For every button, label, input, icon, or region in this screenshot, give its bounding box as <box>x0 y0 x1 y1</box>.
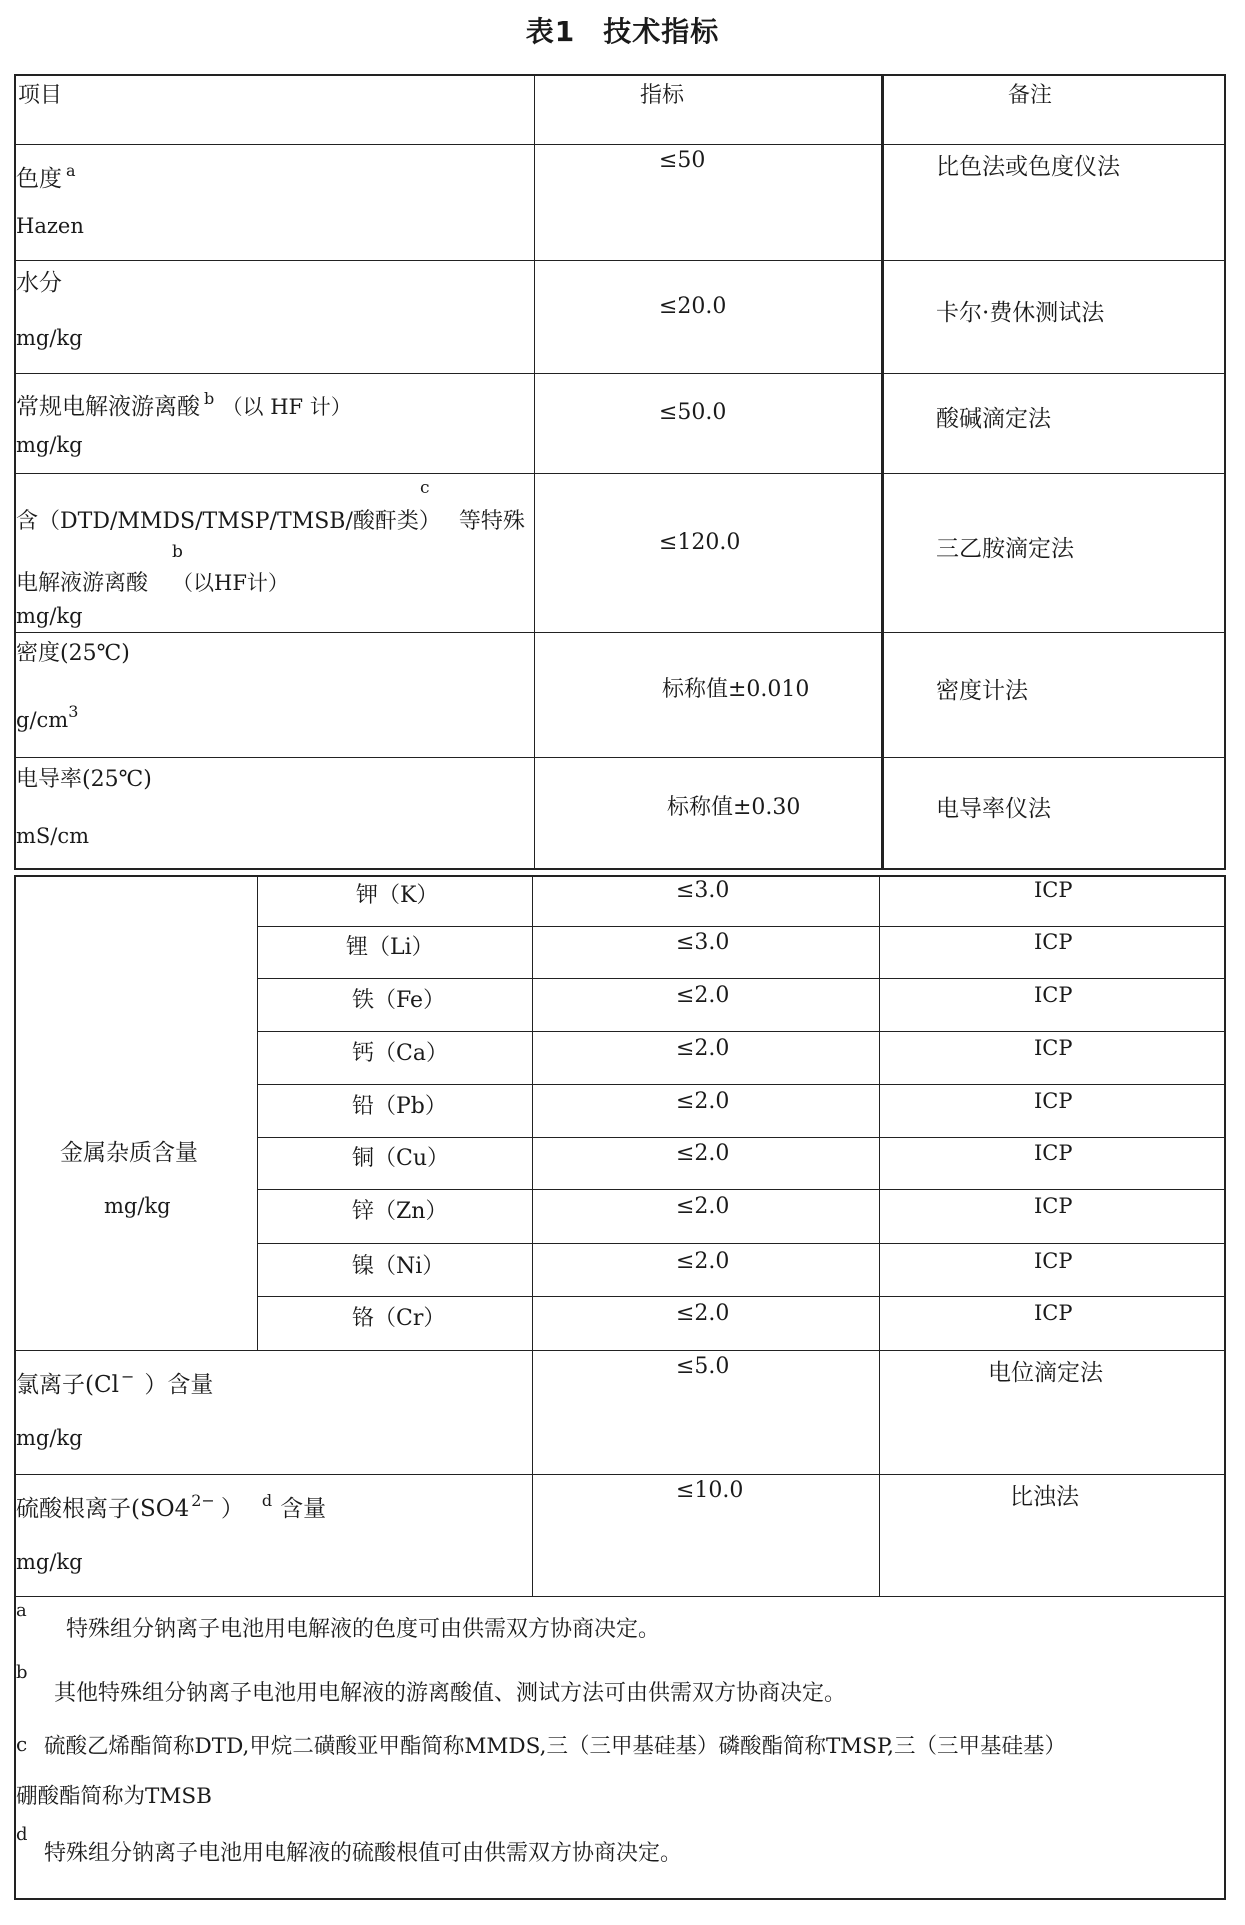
metal-spec: ≤3.0 <box>676 878 730 903</box>
metal-name: 锌（Zn） <box>352 1199 448 1224</box>
metal-name: 铅（Pb） <box>352 1094 447 1119</box>
item-spec: 标称值±0.010 <box>662 677 810 702</box>
item-unit: mS/cm <box>16 824 90 848</box>
table-number: 表1 <box>525 15 576 48</box>
item-remark: 电位滴定法 <box>988 1360 1103 1386</box>
row-divider <box>257 978 1226 979</box>
item-name: 电导率(25℃) <box>16 767 152 792</box>
metal-spec: ≤2.0 <box>676 1141 730 1166</box>
item-name: 色度 $^a$ <box>16 161 76 192</box>
item-unit: mg/kg <box>16 433 83 457</box>
footnote-mark: d <box>16 1824 28 1845</box>
header-remark: 备注 <box>1008 83 1053 108</box>
col-divider <box>532 875 533 1596</box>
item-remark: 密度计法 <box>936 678 1028 704</box>
item-name: 硫酸根离子(SO4 $^{2-}$ ） $^d$ 含量 <box>16 1491 327 1522</box>
footnote-text: 特殊组分钠离子电池用电解液的硫酸根值可由供需双方协商决定。 <box>44 1841 683 1866</box>
row-divider <box>257 1296 1226 1297</box>
item-spec: ≤120.0 <box>659 530 741 555</box>
item-remark: 比色法或色度仪法 <box>936 154 1120 180</box>
item-spec: 标称值±0.30 <box>667 795 801 820</box>
metal-remark: ICP <box>1034 878 1073 902</box>
metal-remark: ICP <box>1034 1301 1073 1325</box>
row-divider <box>14 473 1226 474</box>
metal-spec: ≤2.0 <box>676 1301 730 1326</box>
footnote-text: 特殊组分钠离子电池用电解液的色度可由供需双方协商决定。 <box>66 1617 661 1642</box>
footnote-mark: b <box>16 1662 28 1683</box>
col-divider <box>879 875 880 1596</box>
footnote-ref: b <box>172 542 183 562</box>
row-divider <box>14 260 1226 261</box>
item-remark: 酸碱滴定法 <box>936 406 1051 432</box>
footnote-ref: c <box>420 478 430 498</box>
item-spec: ≤50.0 <box>659 400 727 425</box>
footnote-text-cont: 硼酸酯简称为TMSB <box>16 1784 212 1809</box>
metal-name: 铜（Cu） <box>352 1146 450 1171</box>
metal-name: 锂（Li） <box>346 935 434 960</box>
item-unit: mg/kg <box>16 1426 83 1450</box>
row-divider <box>14 144 1226 145</box>
row-divider <box>14 1596 1226 1597</box>
item-unit: $g/cm^3$ <box>16 702 79 732</box>
metal-remark: ICP <box>1034 1141 1073 1165</box>
row-divider <box>257 1137 1226 1138</box>
row-divider <box>257 1031 1226 1032</box>
footnote-text: 其他特殊组分钠离子电池用电解液的游离酸值、测试方法可由供需双方协商决定。 <box>54 1681 847 1706</box>
col-divider <box>534 74 535 870</box>
row-divider <box>257 1243 1226 1244</box>
row-divider <box>14 632 1226 633</box>
item-remark: 卡尔·费休测试法 <box>936 300 1105 326</box>
metal-remark: ICP <box>1034 1036 1073 1060</box>
row-divider <box>14 373 1226 374</box>
row-divider <box>14 757 1226 758</box>
footnote-mark: c <box>16 1732 28 1756</box>
footnote-text: 硫酸乙烯酯简称DTD,甲烷二磺酸亚甲酯简称MMDS,三（三甲基硅基）磷酸酯简称TMSP,三（三甲基硅基） <box>44 1734 1066 1759</box>
item-unit: mg/kg <box>16 604 83 628</box>
item-unit: mg/kg <box>16 326 83 350</box>
metal-remark: ICP <box>1034 1194 1073 1218</box>
row-divider <box>257 1189 1226 1190</box>
metal-name: 钾（K） <box>356 883 439 908</box>
item-spec: ≤20.0 <box>659 294 727 319</box>
item-name: 氯离子(Cl − ）含量 <box>16 1367 214 1398</box>
item-unit: Hazen <box>16 214 84 238</box>
metal-spec: ≤2.0 <box>676 1089 730 1114</box>
item-name: 含（DTD/MMDS/TMSP/TMSB/酸酐类） 等特殊 <box>16 509 525 534</box>
metal-spec: ≤2.0 <box>676 1249 730 1274</box>
metal-name: 铬（Cr） <box>352 1306 446 1331</box>
metal-spec: ≤2.0 <box>676 983 730 1008</box>
item-unit: mg/kg <box>16 1550 83 1574</box>
table-title <box>0 10 1245 50</box>
item-name-line2: 电解液游离酸 （以HF计） <box>16 571 289 596</box>
row-divider <box>14 1474 1226 1475</box>
item-remark: 比浊法 <box>1010 1484 1079 1510</box>
item-spec: ≤10.0 <box>676 1478 744 1503</box>
upper-table-frame <box>14 74 1226 870</box>
row-divider <box>14 1350 1226 1351</box>
metal-group-name: 金属杂质含量 <box>60 1140 198 1166</box>
metal-spec: ≤2.0 <box>676 1036 730 1061</box>
row-divider <box>257 1084 1226 1085</box>
metal-remark: ICP <box>1034 1249 1073 1273</box>
row-divider <box>257 926 1226 927</box>
metal-spec: ≤3.0 <box>676 930 730 955</box>
header-spec: 指标 <box>640 83 685 108</box>
item-spec: ≤50 <box>659 148 706 173</box>
footnote-mark: a <box>16 1600 27 1621</box>
item-spec: ≤5.0 <box>676 1354 730 1379</box>
header-item: 项目 <box>18 83 63 108</box>
item-name: 密度(25℃) <box>16 641 130 666</box>
metal-remark: ICP <box>1034 1089 1073 1113</box>
col-divider <box>257 875 258 1350</box>
table-title-text: 技术指标 <box>603 15 720 48</box>
item-name: 水分 <box>16 270 62 296</box>
metal-remark: ICP <box>1034 930 1073 954</box>
metal-spec: ≤2.0 <box>676 1194 730 1219</box>
item-remark: 三乙胺滴定法 <box>936 536 1074 562</box>
item-name: 常规电解液游离酸 $^b$ （以 HF 计） <box>16 389 352 420</box>
metal-name: 铁（Fe） <box>352 988 446 1013</box>
metal-remark: ICP <box>1034 983 1073 1007</box>
item-remark: 电导率仪法 <box>936 796 1051 822</box>
col-divider <box>881 74 884 870</box>
metal-name: 钙（Ca） <box>352 1041 448 1066</box>
metal-group-unit: mg/kg <box>104 1194 171 1218</box>
metal-name: 镍（Ni） <box>352 1254 445 1279</box>
